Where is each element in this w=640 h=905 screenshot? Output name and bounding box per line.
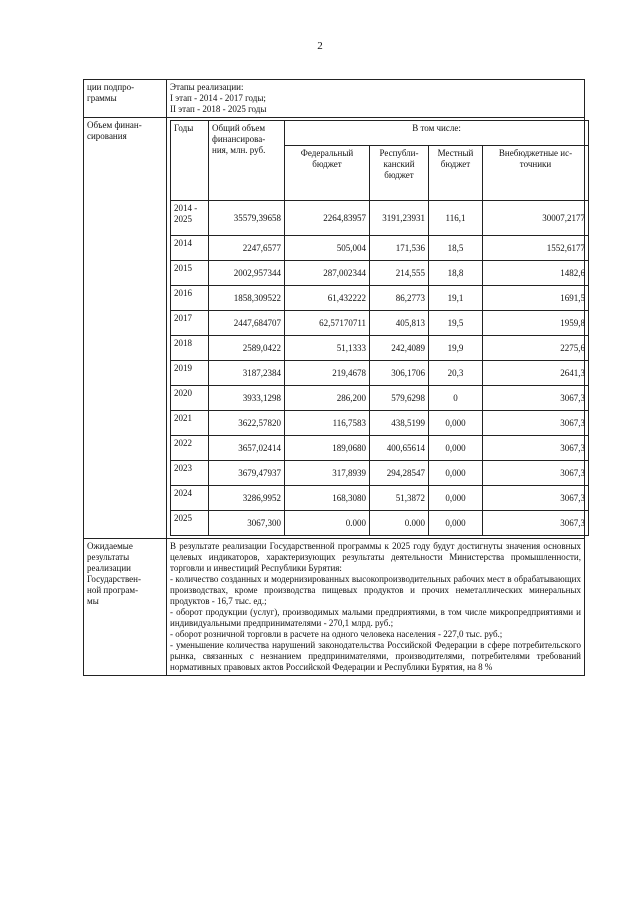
results-paragraph: В результате реализации Государственной программы к 2025 году будут достигнуты значения основных целевых индикаторов, характеризующих результаты деятельности Министерства промышленности, торговли и инвестиций Республики Бурятия:	[170, 541, 581, 573]
cell-total: 2247,6577	[209, 236, 285, 261]
cell-extra: 1691,5	[483, 286, 589, 311]
cell-republican: 171,536	[370, 236, 429, 261]
cell-republican: 400,65614	[370, 436, 429, 461]
cell-total: 1858,309522	[209, 286, 285, 311]
cell-local: 19,9	[429, 336, 483, 361]
cell-year: 2024	[171, 486, 209, 511]
cell-federal: 2264,83957	[285, 201, 370, 236]
cell-federal: 286,200	[285, 386, 370, 411]
financing-header-row	[171, 121, 589, 146]
stages-text	[167, 80, 585, 118]
cell-extra: 3067,3	[483, 486, 589, 511]
cell-year: 2014 - 2025	[171, 201, 209, 236]
results-paragraph: - уменьшение количества нарушений законодательства Российской Федерации в сфере потребительского рынка, связанных с незнанием предпринимателями, производителями, потребителями требований нормативных правовых актов Российской Федерации и Республики Бурятия, на 8 %	[170, 640, 581, 672]
financing-row-item	[171, 361, 589, 386]
header-total: Общий объем финансирова-ния, млн. руб.	[209, 121, 285, 201]
results-text	[167, 539, 585, 676]
results-row	[84, 539, 585, 676]
financing-row-item	[171, 261, 589, 286]
cell-extra: 3067,3	[483, 386, 589, 411]
cell-year: 2014	[171, 236, 209, 261]
cell-total: 2589,0422	[209, 336, 285, 361]
cell-local: 0,000	[429, 436, 483, 461]
cell-total: 2447,684707	[209, 311, 285, 336]
cell-local: 116,1	[429, 201, 483, 236]
results-paragraph: - оборот продукции (услуг), производимых малыми предприятиями, в том числе микропредприятиями и индивидуальными предпринимателями - 270,1 млрд. руб.;	[170, 607, 581, 628]
cell-local: 0,000	[429, 511, 483, 536]
page-number: 2	[317, 40, 323, 52]
financing-row-item	[171, 336, 589, 361]
cell-extra: 2641,3	[483, 361, 589, 386]
header-including: В том числе:	[285, 121, 589, 146]
financing-row-item	[171, 311, 589, 336]
cell-extra: 3067,3	[483, 411, 589, 436]
stages-line: I этап - 2014 - 2017 годы;	[170, 93, 266, 103]
results-label: Ожидаемые результаты реализации Государствен- ной програм- мы	[84, 539, 167, 676]
cell-extra: 3067,3	[483, 511, 589, 536]
stages-line: Этапы реализации:	[170, 82, 244, 92]
financing-row-item	[171, 511, 589, 536]
cell-republican: 51,3872	[370, 486, 429, 511]
cell-year: 2015	[171, 261, 209, 286]
cell-local: 19,5	[429, 311, 483, 336]
cell-extra: 30007,2177	[483, 201, 589, 236]
cell-extra: 3067,3	[483, 461, 589, 486]
cell-republican: 242,4089	[370, 336, 429, 361]
cell-local: 18,5	[429, 236, 483, 261]
cell-federal: 168,3080	[285, 486, 370, 511]
cell-republican: 86,2773	[370, 286, 429, 311]
cell-federal: 505,004	[285, 236, 370, 261]
cell-total: 3067,300	[209, 511, 285, 536]
cell-year: 2025	[171, 511, 209, 536]
cell-federal: 219,4678	[285, 361, 370, 386]
cell-republican: 438,5199	[370, 411, 429, 436]
cell-total: 3286,9952	[209, 486, 285, 511]
cell-year: 2018	[171, 336, 209, 361]
cell-federal: 62,57170711	[285, 311, 370, 336]
cell-total: 35579,39658	[209, 201, 285, 236]
cell-federal: 51,1333	[285, 336, 370, 361]
program-passport-table	[83, 79, 585, 676]
cell-extra: 1552,6177	[483, 236, 589, 261]
cell-year: 2020	[171, 386, 209, 411]
financing-row-item	[171, 461, 589, 486]
cell-total: 3933,1298	[209, 386, 285, 411]
cell-year: 2016	[171, 286, 209, 311]
cell-federal: 61,432222	[285, 286, 370, 311]
financing-row	[84, 118, 585, 539]
cell-local: 0	[429, 386, 483, 411]
financing-row-item	[171, 486, 589, 511]
cell-extra: 1482,6	[483, 261, 589, 286]
cell-year: 2017	[171, 311, 209, 336]
cell-year: 2019	[171, 361, 209, 386]
results-paragraph: - количество созданных и модернизированных высокопроизводительных рабочих мест в обрабатывающих производствах, кроме производства пищевых продуктов и прочих неметаллических минеральных продуктов - 16,7 тыс. ед.;	[170, 574, 581, 606]
header-extra: Внебюджетные ис-точники	[483, 146, 589, 201]
financing-row-item	[171, 411, 589, 436]
cell-local: 20,3	[429, 361, 483, 386]
cell-republican: 405,813	[370, 311, 429, 336]
cell-federal: 317,8939	[285, 461, 370, 486]
financing-cell	[167, 118, 585, 539]
cell-total: 3622,57820	[209, 411, 285, 436]
financing-row-item	[171, 386, 589, 411]
cell-extra: 3067,3	[483, 436, 589, 461]
cell-republican: 0.000	[370, 511, 429, 536]
stages-line: II этап - 2018 - 2025 годы	[170, 104, 267, 114]
financing-body	[171, 201, 589, 536]
cell-total: 3187,2384	[209, 361, 285, 386]
cell-federal: 189,0680	[285, 436, 370, 461]
financing-table	[170, 120, 589, 536]
cell-year: 2022	[171, 436, 209, 461]
financing-row-item	[171, 236, 589, 261]
cell-federal: 116,7583	[285, 411, 370, 436]
cell-year: 2021	[171, 411, 209, 436]
financing-row-item	[171, 201, 589, 236]
cell-republican: 214,555	[370, 261, 429, 286]
stages-label: ции подпро- граммы	[84, 80, 167, 118]
cell-local: 19,1	[429, 286, 483, 311]
financing-label: Объем финан- сирования	[84, 118, 167, 539]
cell-republican: 579,6298	[370, 386, 429, 411]
cell-federal: 287,002344	[285, 261, 370, 286]
cell-republican: 3191,23931	[370, 201, 429, 236]
cell-total: 3679,47937	[209, 461, 285, 486]
cell-federal: 0.000	[285, 511, 370, 536]
cell-extra: 2275,6	[483, 336, 589, 361]
cell-local: 0,000	[429, 486, 483, 511]
cell-year: 2023	[171, 461, 209, 486]
cell-republican: 306,1706	[370, 361, 429, 386]
cell-republican: 294,28547	[370, 461, 429, 486]
header-republican: Республи-канский бюджет	[370, 146, 429, 201]
cell-local: 0,000	[429, 411, 483, 436]
cell-total: 2002,957344	[209, 261, 285, 286]
financing-row-item	[171, 436, 589, 461]
stages-row	[84, 80, 585, 118]
cell-local: 18,8	[429, 261, 483, 286]
financing-row-item	[171, 286, 589, 311]
header-local: Местный бюджет	[429, 146, 483, 201]
header-years: Годы	[171, 121, 209, 201]
results-paragraph: - оборот розничной торговли в расчете на одного человека населения - 227,0 тыс. руб.;	[170, 629, 503, 639]
cell-total: 3657,02414	[209, 436, 285, 461]
cell-extra: 1959,8	[483, 311, 589, 336]
cell-local: 0,000	[429, 461, 483, 486]
header-federal: Федеральный бюджет	[285, 146, 370, 201]
